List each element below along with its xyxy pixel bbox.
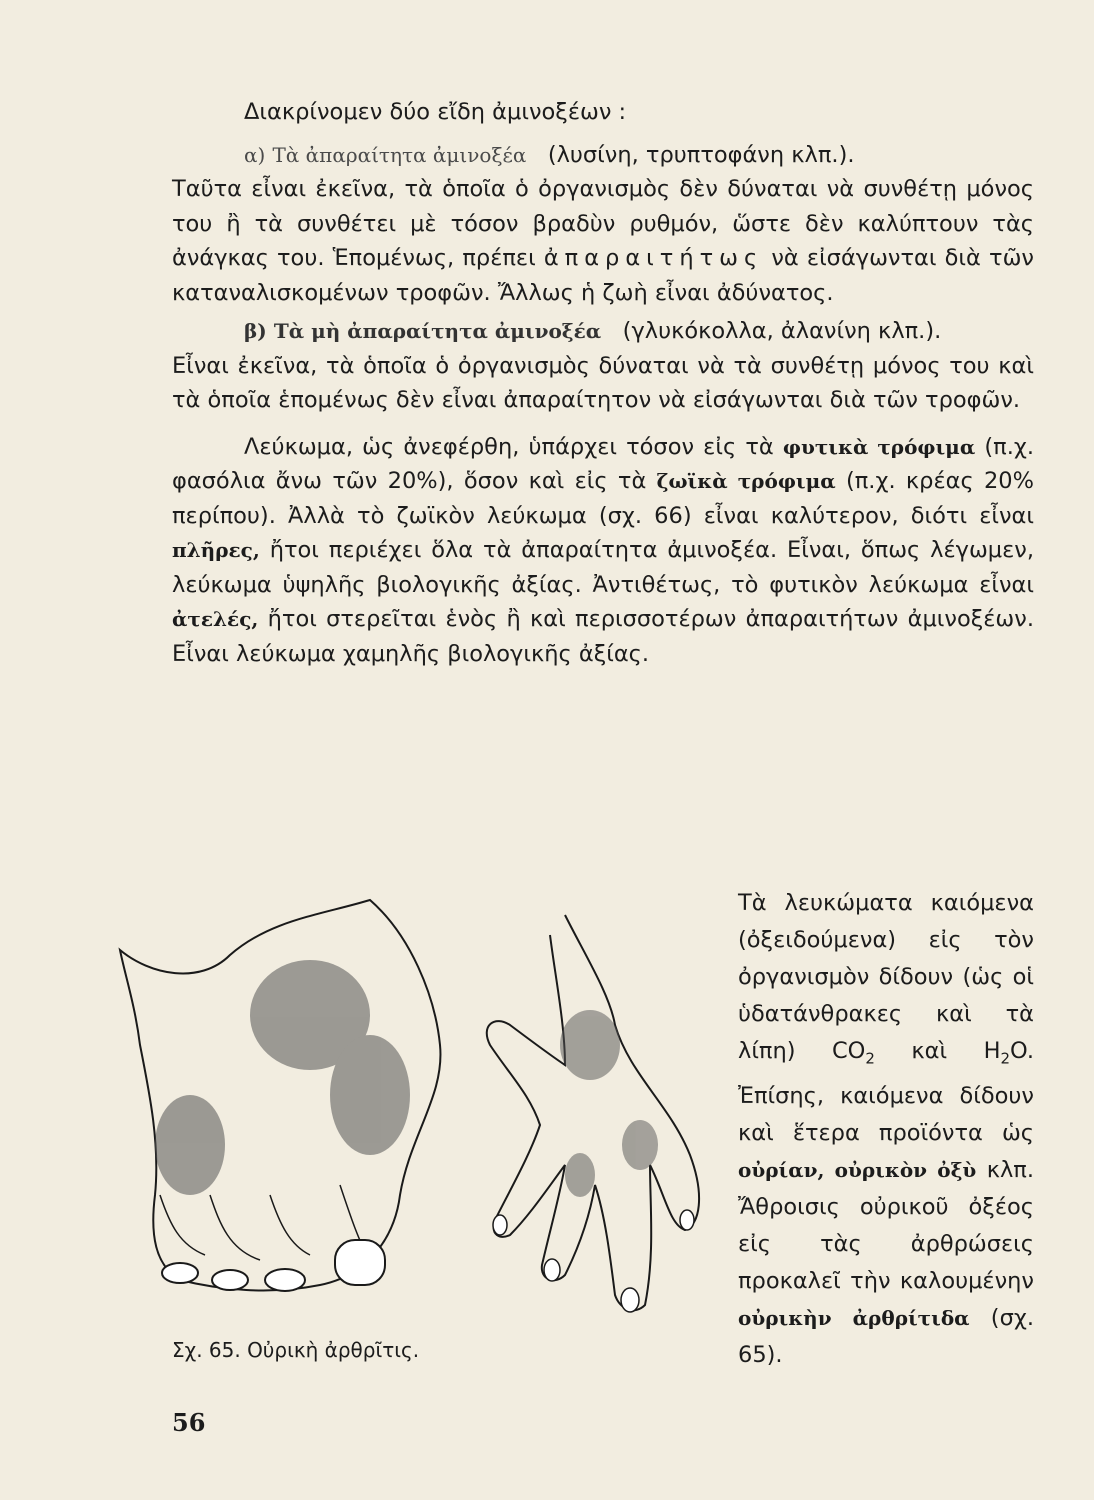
side-bold-1: οὐρίαν, οὐρικὸν ὀξὺ <box>738 1157 977 1182</box>
hand-shading <box>560 1010 658 1197</box>
item-b-body: Εἶναι ἐκεῖνα, τὰ ὁποῖα ὁ ὀργανισμὸς δύναται νὰ τὰ συνθέτῃ μόνος του καὶ τὰ ὁποῖα ἑπομένως δὲν εἶναι ἀπαραίτητον νὰ εἰσάγωνται διὰ τῶν τροφῶν. <box>172 352 1034 413</box>
page-number: 56 <box>172 1408 206 1437</box>
para-text-2: (π.χ. φασόλια ἄνω τῶν 20%), ὅσον καὶ εἰς τὰ <box>172 433 1034 494</box>
side-text-2: καὶ H <box>874 1038 1001 1064</box>
fingernails <box>493 1210 694 1312</box>
item-b <box>172 314 1034 349</box>
item-b-label: β) <box>244 319 267 343</box>
side-column-text <box>738 885 1034 1374</box>
item-a <box>172 138 1034 173</box>
side-text-5: (σχ. 65). <box>738 1304 1034 1368</box>
item-a-examples: (λυσίνη, τρυπτοφάνη κλπ.). <box>547 141 855 168</box>
item-b-examples: (γλυκόκολλα, ἀλανίνη κλπ.). <box>622 318 942 344</box>
para-bold-2: ζωϊκὰ τρόφιμα <box>656 469 836 493</box>
foot-and-hand-drawing <box>110 895 725 1325</box>
item-b-heading: Τὰ μὴ ἀπαραίτητα ἀμινοξέα <box>273 319 602 343</box>
side-text-1: Τὰ λευκώματα καιόμενα (ὀξειδούμενα) εἰς τὸν ὀργανισμὸν δίδουν (ὡς οἱ ὑδατάνθρακες καὶ τὰ λίπη) CO <box>738 890 1034 1064</box>
para-bold-4: ἀτελές, <box>172 607 259 631</box>
item-a-body-start: Ταῦτα εἶναι ἐκεῖνα, τὰ ὁποῖα ὁ ὀργανισμὸς δὲν δύναται νὰ συνθέτῃ μόνος του ἢ τὰ συνθέτει μὲ τόσον βραδὺν ρυθμόν, ὥστε δὲν καλύπτουν τὰς ἀνάγκας του. Ἑπομένως, πρέπει <box>172 176 1034 271</box>
item-a-label: α) <box>244 142 266 167</box>
item-a-body-end: νὰ εἰσάγωνται διὰ τῶν καταναλισκομένων τροφῶν. Ἄλλως ἡ ζωὴ εἶναι ἀδύνατος. <box>172 245 1034 306</box>
main-text <box>172 95 1034 671</box>
para-text-5: ἤτοι στερεῖται ἑνὸς ἢ καὶ περισσοτέρων ἀπαραιτήτων ἀμινοξέων. Εἶναι λεύκωμα χαμηλῆς βιολογικῆς ἀξίας. <box>172 606 1034 667</box>
item-a-emphasis: ἀπαραιτήτως <box>543 245 764 271</box>
figure-caption: Σχ. 65. Οὐρικὴ ἀρθρῖτις. <box>172 1338 420 1362</box>
para-bold-3: πλῆρες, <box>172 538 260 562</box>
intro-line <box>172 95 1034 130</box>
side-text-3: O. Ἐπίσης, καιόμενα δίδουν καὶ ἕτερα προϊόντα ὡς <box>738 1038 1034 1146</box>
side-bold-2: οὐρικὴν ἀρθρίτιδα <box>738 1305 970 1330</box>
gout-illustration <box>110 895 725 1325</box>
item-a-heading: Τὰ ἀπαραίτητα ἀμινοξέα <box>272 142 527 167</box>
para-text-1: Λεύκωμα, ὡς ἀνεφέρθη, ὑπάρχει τόσον εἰς τὰ <box>244 433 783 460</box>
side-sub-1: 2 <box>865 1049 875 1068</box>
item-a-body <box>172 172 1034 310</box>
intro-text: Διακρίνομεν δύο εἴδη ἀμινοξέων : <box>244 99 627 125</box>
hand-drawing <box>487 915 699 1310</box>
para-bold-1: φυτικὰ τρόφιμα <box>782 434 976 459</box>
para-text-3: (π.χ. κρέας 20% περίπου). Ἀλλὰ τὸ ζωϊκὸν λεύκωμα (σχ. 66) εἶναι καλύτερον, διότι εἶναι <box>172 468 1034 529</box>
para-text-4: ἤτοι περιέχει ὅλα τὰ ἀπαραίτητα ἀμινοξέα. Εἶναι, ὅπως λέγωμεν, λεύκωμα ὑψηλῆς βιολογικῆς ἀξίας. Ἀντιθέτως, τὸ φυτικὸν λεύκωμα εἶναι <box>172 537 1034 598</box>
paragraph-proteins <box>172 430 1034 672</box>
side-text-4: κλπ. Ἄθροισις οὐρικοῦ ὀξέος εἰς τὰς ἀρθρώσεις προκαλεῖ τὴν καλουμένην <box>738 1156 1034 1294</box>
foot-shading <box>155 960 410 1195</box>
side-sub-2: 2 <box>1000 1049 1011 1068</box>
